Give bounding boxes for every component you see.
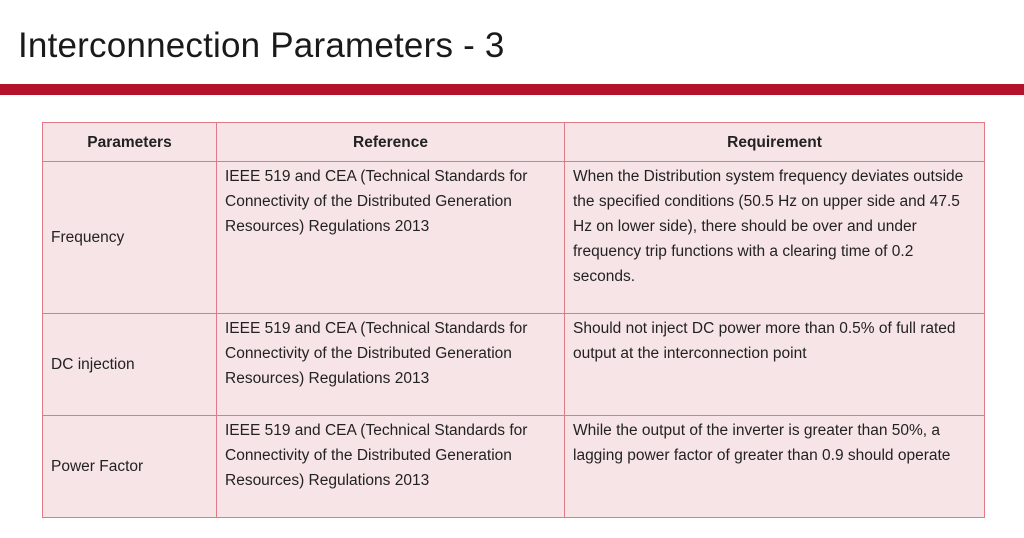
cell-parameter: Frequency: [43, 162, 217, 314]
header-reference: Reference: [217, 123, 565, 162]
table-row-power-factor: [43, 416, 985, 518]
cell-requirement: While the output of the inverter is greater than 50%, a lagging power factor of greater than 0.9 should operate: [565, 416, 985, 518]
cell-reference: IEEE 519 and CEA (Technical Standards for Connectivity of the Distributed Generation Resources) Regulations 2013: [217, 314, 565, 416]
slide-title: Interconnection Parameters - 3: [18, 26, 505, 65]
cell-requirement: Should not inject DC power more than 0.5% of full rated output at the interconnection point: [565, 314, 985, 416]
cell-parameter: Power Factor: [43, 416, 217, 518]
title-accent-bar: [0, 84, 1024, 95]
header-requirement: Requirement: [565, 123, 985, 162]
table-row-frequency: [43, 162, 985, 314]
header-parameters: Parameters: [43, 123, 217, 162]
table-header-row: [43, 123, 985, 162]
cell-requirement: When the Distribution system frequency deviates outside the specified conditions (50.5 Hz on upper side and 47.5 Hz on lower side), there should be over and under frequency trip functions with a clearing time of 0.2 seconds.: [565, 162, 985, 314]
cell-reference: IEEE 519 and CEA (Technical Standards for Connectivity of the Distributed Generation Resources) Regulations 2013: [217, 162, 565, 314]
cell-parameter: DC injection: [43, 314, 217, 416]
parameters-table-container: [42, 122, 984, 518]
cell-reference: IEEE 519 and CEA (Technical Standards for Connectivity of the Distributed Generation Resources) Regulations 2013: [217, 416, 565, 518]
interconnection-parameters-table: [42, 122, 985, 518]
table-row-dc-injection: [43, 314, 985, 416]
